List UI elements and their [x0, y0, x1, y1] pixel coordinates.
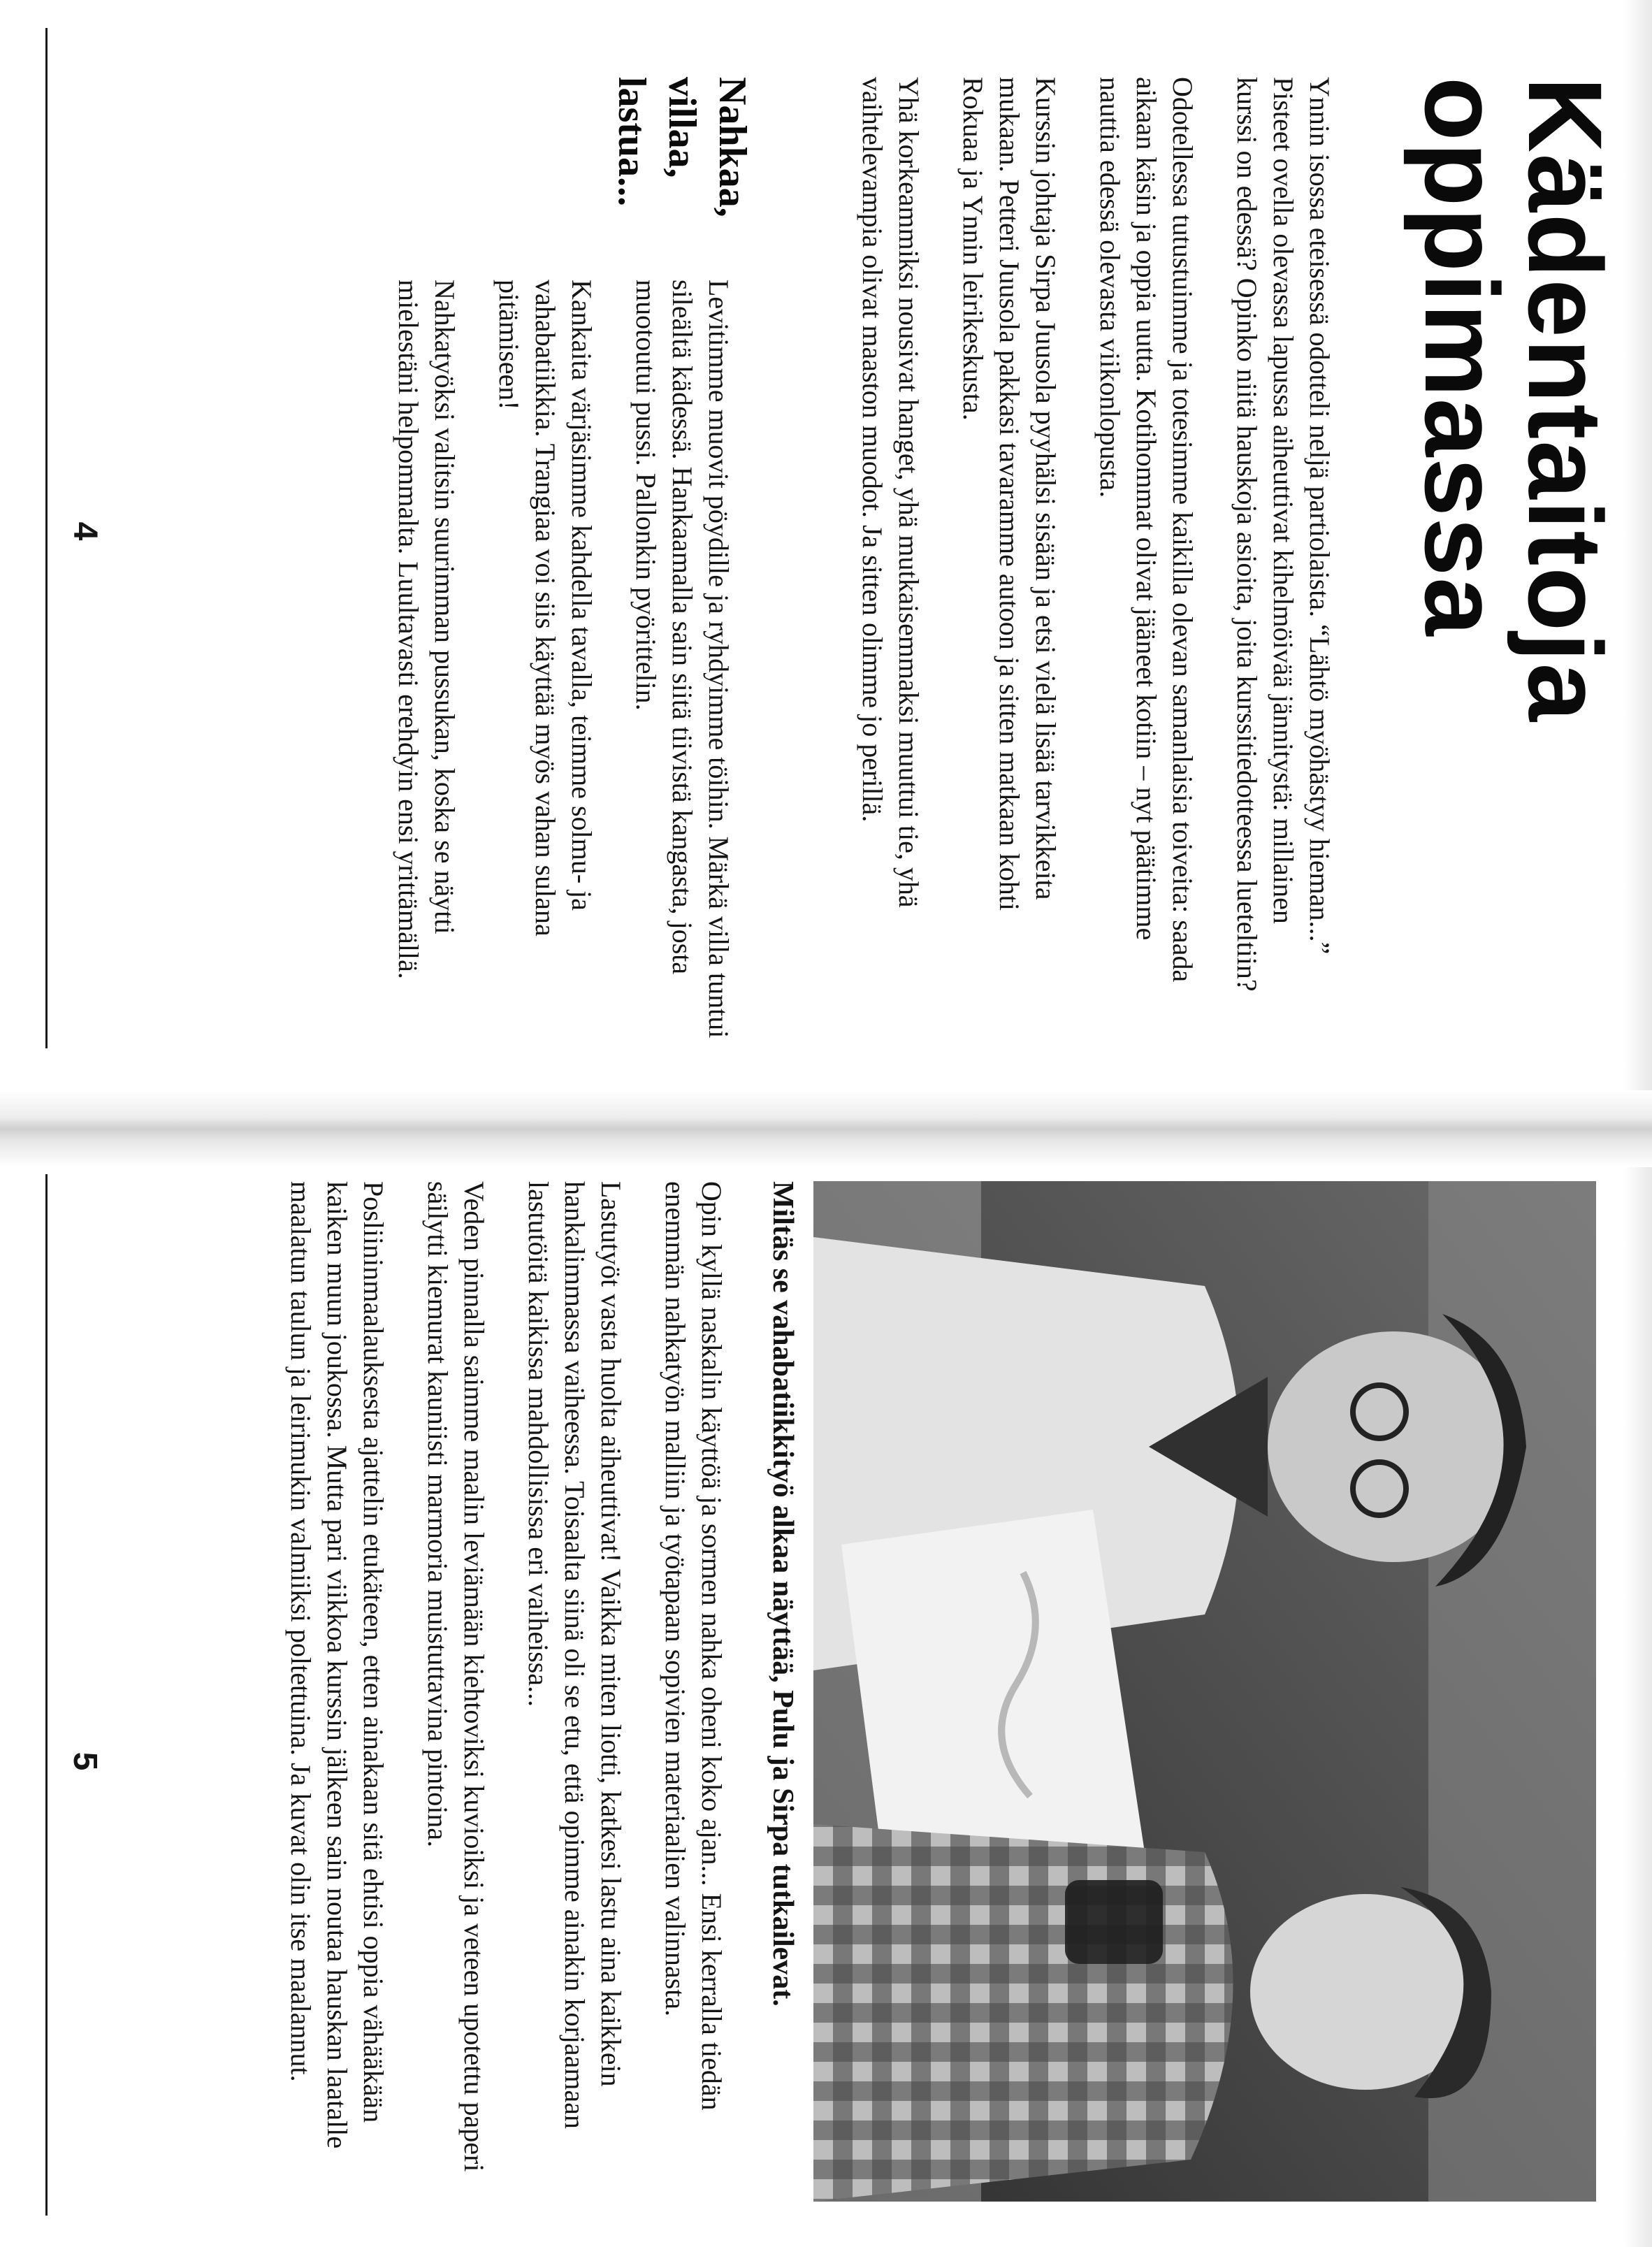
intro-text [826, 77, 1338, 992]
section-heading-line: lastua... [610, 77, 653, 207]
intro-paragraph: Ynnin isossa eteisessä odotteli neljä partiolaista. “Lähtö myöhästyy hieman...” Pisteet ovella olevassa lapussa aiheuttivat kihelmöivää jännitystä: millainen kurssi on edessä? Opinko niitä hauskoja asioita, joita kurssitiedotteessa lueteltiin? [1231, 77, 1335, 992]
intro-paragraph: Kurssin johtaja Sirpa Juusola pyyhälsi sisään ja etsi vielä lisää tarvikkeita mukaan. Petteri Juusola pakkasi tavaramme autoon ja sitten matkaan kohti Rokuaa ja Ynnin leirikeskusta. [957, 77, 1062, 911]
left-page [0, 0, 1652, 1104]
section-heading-line: villaa, [660, 77, 704, 178]
footer-rule-left [45, 28, 48, 1048]
body-paragraph: Posliininmaalauksesta ajattelin etukäteen, etten ainakaan sitä ehtisi oppia vähääkään kaiken muun joukossa. Mutta pari viikkoa kurssin jälkeen sain noutaa hauskan laatalle maalatun taulun ja leirimukin valmiiksi poltettuina. Ja kuvat olin itse maalannut. [285, 1181, 389, 2149]
footer-rule-right [45, 1174, 48, 2216]
body-paragraph: Lastutyöt vasta huolta aiheuttivat! Vaikka miten liotti, katkesi lastu aina kaikkein hankalimmassa vaiheessa. Toisaalta siinä oli se etu, että opimme ainakin korjaamaan lastutöitä kaikissa mahdollisissa eri vaiheissa... [523, 1181, 627, 2130]
section-paragraph: Levitimme muovit pöydille ja ryhdyimme töihin. Märkä villa tuntui sileältä kädessä. Hankaamalla sain siitä tiivistä kangasta, josta muotoutui pussi. Pallonkin pyörittelin. [630, 280, 734, 1039]
photo-caption: Miltäs se vahabatiikkityö alkaa näyttää, Pulu ja Sirpa tutkailevat. [767, 1181, 799, 2007]
body-paragraph: Veden pinnalla saimme maalin leviämään kiehtoviksi kuvioiksi ja veteen upotettu paperi säilytti kiemurat kauniisti marmoria muistuttavina pintoina. [422, 1181, 490, 2172]
section-body [362, 280, 737, 1048]
page-number-left: 4 [66, 521, 103, 541]
photo-illustration [813, 1181, 1596, 2202]
page-number-right: 5 [66, 1751, 103, 1771]
article-title: Kädentaitoja oppimassa [1403, 77, 1624, 723]
body-paragraph: Opin kyllä naskalin käyttöä ja sormen nahka oheni koko ajan... Ensi kerralla tiedän enemmän nahkatyön malliin ja työtapaan sopivien materiaalien valinnasta. [660, 1181, 727, 2111]
intro-paragraph: Odotellessa tutustuimme ja totesimme kaikilla olevan samanlaisia toiveita: saada aikaan käsin ja oppia uutta. Kotihommat olivat jääneet kotiin – nyt päätimme nauttia edessä olevasta viikonlopusta. [1094, 77, 1198, 983]
section-heading [607, 77, 758, 245]
section-heading-line: Nahkaa, [711, 77, 754, 217]
section-paragraph: Nahkatyöksi valitsin suurimman pussukan, koska se näytti mielestäni helpommalta. Luultavasti erehdyin ensi yrittämällä. [393, 280, 461, 979]
intro-paragraph: Yhä korkeammiksi nousivat hanget, yhä mutkaisemmaksi muuttui tie, yhä vaihtelevampia olivat maaston muodot. Ja sitten olimme jo perillä. [857, 77, 925, 908]
photo [813, 1181, 1596, 2202]
right-page-body [254, 1181, 730, 2188]
section-paragraph: Kankaita värjäsimme kahdella tavalla, teimme solmu- ja vahabatiikkia. Trangiaa voi siis käyttää myös vahan sulana pitämiseen! [493, 280, 597, 937]
